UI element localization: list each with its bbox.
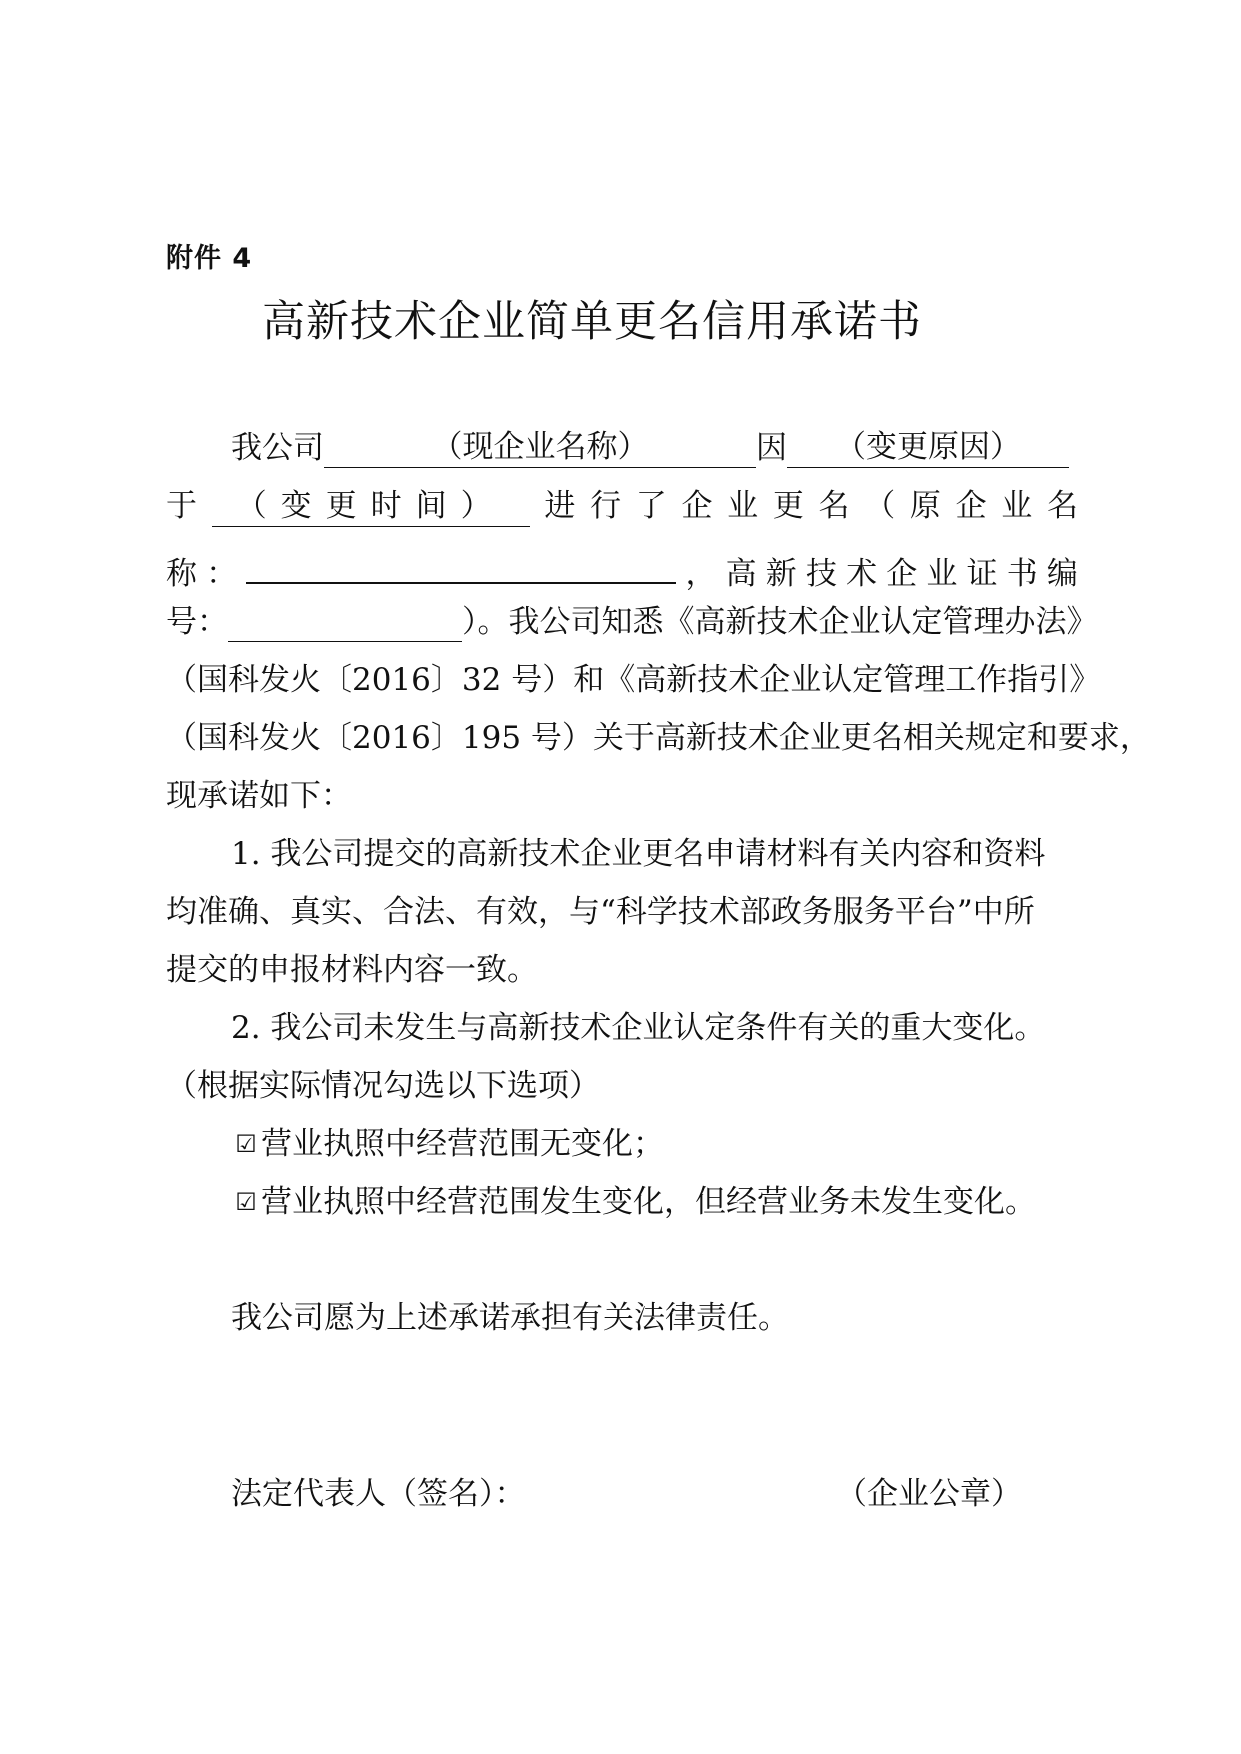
renamed-char: 企: [955, 488, 987, 524]
renamed-char: 了: [635, 488, 667, 524]
renamed-char: 业: [727, 488, 759, 524]
change-reason-placeholder: （变更原因）: [835, 429, 1021, 465]
checkbox-icon[interactable]: ☑: [235, 1188, 257, 1216]
renamed-char: 进: [544, 488, 576, 524]
number-label: 号：: [166, 604, 228, 640]
renamed-char: 更: [772, 488, 804, 524]
intro-line-3: [166, 544, 1078, 594]
renamed-char: 名: [1046, 488, 1078, 524]
renamed-char: 企: [681, 488, 713, 524]
cert-char: 业: [926, 556, 958, 592]
cert-char: 术: [846, 556, 878, 592]
promise-lead: 现承诺如下：: [166, 778, 352, 814]
cert-char: 新: [765, 556, 797, 592]
option-1-label: 营业执照中经营范围无变化；: [261, 1126, 664, 1162]
intro-line-2: [166, 486, 1078, 527]
item-1-line-1: 1. 我公司提交的高新技术企业更名申请材料有关内容和资料: [231, 836, 1046, 872]
renamed-char: 原: [909, 488, 941, 524]
cert-char: 证: [966, 556, 998, 592]
option-2-label: 营业执照中经营范围发生变化，但经营业务未发生变化。: [261, 1184, 1036, 1220]
law-reference-2: （国科发火〔2016〕195 号）关于高新技术企业更名相关规定和要求，: [166, 720, 1151, 756]
company-prefix: 我公司: [231, 430, 324, 466]
at-text: 于: [166, 488, 197, 524]
item-2-note: （根据实际情况勾选以下选项）: [166, 1068, 600, 1104]
original-name-field[interactable]: [246, 544, 676, 584]
item-1-line-2: 均准确、真实、合法、有效，与“科学技术部政务服务平台”中所: [166, 894, 1035, 930]
renamed-char: 名: [818, 488, 850, 524]
option-1-row: [231, 1124, 1078, 1164]
legal-representative-signature[interactable]: 法定代表人（签名）：: [231, 1476, 526, 1512]
intro-line-4: [166, 602, 1098, 642]
item-1-line-3: 提交的申报材料内容一致。: [166, 952, 538, 988]
attachment-label: 附件 4: [166, 243, 253, 274]
change-time-field[interactable]: [212, 488, 530, 527]
change-time-placeholder: （变更时间）: [235, 488, 506, 524]
cert-char: 企: [886, 556, 918, 592]
option-2-row: [231, 1182, 1078, 1222]
company-name-placeholder: （现企业名称）: [431, 429, 649, 465]
checkbox-icon[interactable]: ☑: [235, 1130, 257, 1158]
cert-char: 高: [725, 556, 757, 592]
document-title: 高新技术企业简单更名信用承诺书: [262, 297, 922, 347]
name-label-char: ：: [206, 556, 238, 592]
cert-char: ，: [685, 556, 717, 592]
closing-statement: 我公司愿为上述承诺承担有关法律责任。: [231, 1300, 789, 1336]
company-name-field[interactable]: [324, 429, 756, 468]
cert-char: 技: [805, 556, 837, 592]
name-label-char: 称: [166, 556, 197, 592]
cert-char: 编: [1046, 556, 1078, 592]
cert-char: 书: [1006, 556, 1038, 592]
intro-line-1: [231, 428, 1078, 468]
because-text: 因: [756, 430, 787, 466]
law-reference-1: （国科发火〔2016〕32 号）和《高新技术企业认定管理工作指引》: [166, 662, 1101, 698]
company-seal-label: （企业公章）: [836, 1476, 1022, 1512]
renamed-char: 行: [590, 488, 622, 524]
certificate-number-field[interactable]: [228, 603, 462, 642]
renamed-char: 业: [1001, 488, 1033, 524]
item-2-line-1: 2. 我公司未发生与高新技术企业认定条件有关的重大变化。: [231, 1010, 1046, 1046]
change-reason-field[interactable]: [787, 429, 1069, 468]
renamed-char: （: [864, 488, 896, 524]
aware-text: ）。我公司知悉《高新技术企业认定管理办法》: [462, 604, 1098, 640]
